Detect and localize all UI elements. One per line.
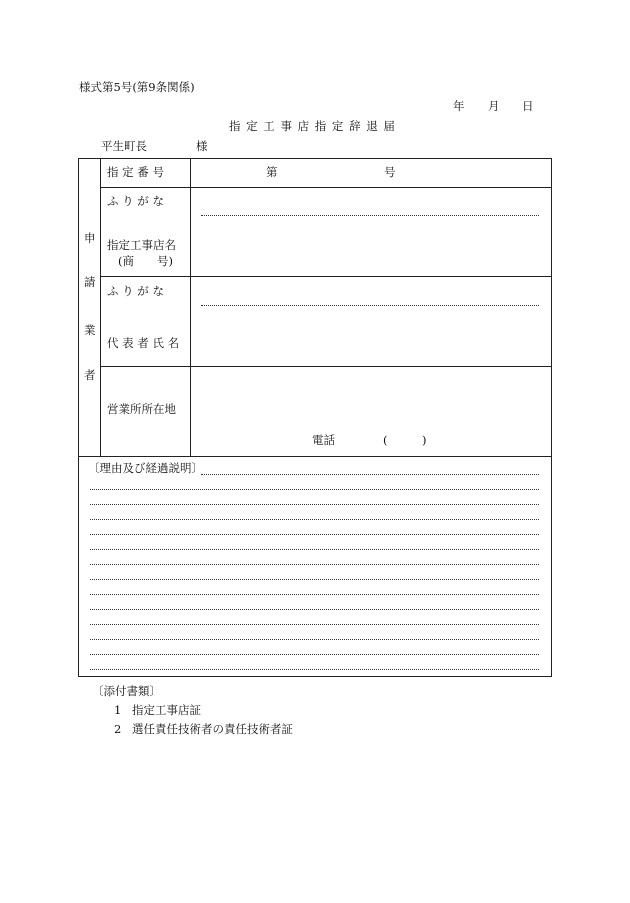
designation-number-suffix: 号 bbox=[384, 165, 396, 179]
designation-number-prefix: 第 bbox=[266, 165, 278, 179]
attachment-item-text: 指定工事店証 bbox=[132, 703, 201, 717]
phone-label: 電話 bbox=[312, 433, 335, 447]
reason-line bbox=[90, 639, 539, 640]
reason-line bbox=[90, 564, 539, 565]
label-column-divider bbox=[190, 158, 191, 457]
date-month: 月 bbox=[488, 99, 500, 113]
document-title: 指 定 工 事 店 指 定 辞 退 届 bbox=[229, 119, 396, 133]
reason-label: 〔理由及び経過説明〕 bbox=[88, 461, 203, 475]
furigana-line-1 bbox=[201, 215, 539, 216]
row-divider-2 bbox=[100, 276, 552, 277]
date-year: 年 bbox=[453, 99, 465, 113]
attachment-item-number: 1 bbox=[114, 703, 122, 717]
reason-line bbox=[90, 549, 539, 550]
reason-line bbox=[90, 669, 539, 670]
reason-line bbox=[90, 624, 539, 625]
addressee-honorific: 様 bbox=[196, 139, 208, 153]
phone-paren: ( ) bbox=[383, 433, 427, 447]
form-number: 様式第5号(第9条関係) bbox=[79, 80, 195, 94]
representative-label: 代 表 者 氏 名 bbox=[107, 336, 180, 350]
reason-line bbox=[201, 474, 539, 475]
side-column-divider bbox=[100, 158, 101, 457]
side-label-char-3: 業 bbox=[84, 323, 96, 337]
furigana-line-2 bbox=[201, 305, 539, 306]
date-day: 日 bbox=[522, 99, 534, 113]
reason-line bbox=[90, 654, 539, 655]
attachments-heading: 〔添付書類〕 bbox=[92, 684, 161, 698]
furigana-label-2: ふ り が な bbox=[107, 284, 164, 298]
reason-line bbox=[90, 519, 539, 520]
side-label-char-1: 申 bbox=[84, 231, 96, 245]
designation-number-label: 指 定 番 号 bbox=[107, 165, 164, 179]
store-name-sub: (商 号) bbox=[118, 254, 173, 268]
row-divider-1 bbox=[100, 187, 552, 188]
row-divider-3 bbox=[100, 366, 552, 367]
office-address-label: 営業所所在地 bbox=[107, 402, 176, 416]
reason-line bbox=[90, 504, 539, 505]
reason-line bbox=[90, 609, 539, 610]
reason-line bbox=[90, 594, 539, 595]
reason-line bbox=[90, 534, 539, 535]
reason-line bbox=[90, 489, 539, 490]
reason-line bbox=[90, 579, 539, 580]
side-label-char-2: 請 bbox=[84, 275, 96, 289]
attachment-item-text: 選任責任技術者の責任技術者証 bbox=[132, 722, 293, 736]
addressee-name: 平生町長 bbox=[101, 139, 147, 153]
side-label-char-4: 者 bbox=[84, 368, 96, 382]
store-name-label: 指定工事店名 bbox=[107, 238, 176, 252]
attachment-item-number: 2 bbox=[114, 722, 122, 736]
furigana-label-1: ふ り が な bbox=[107, 194, 164, 208]
